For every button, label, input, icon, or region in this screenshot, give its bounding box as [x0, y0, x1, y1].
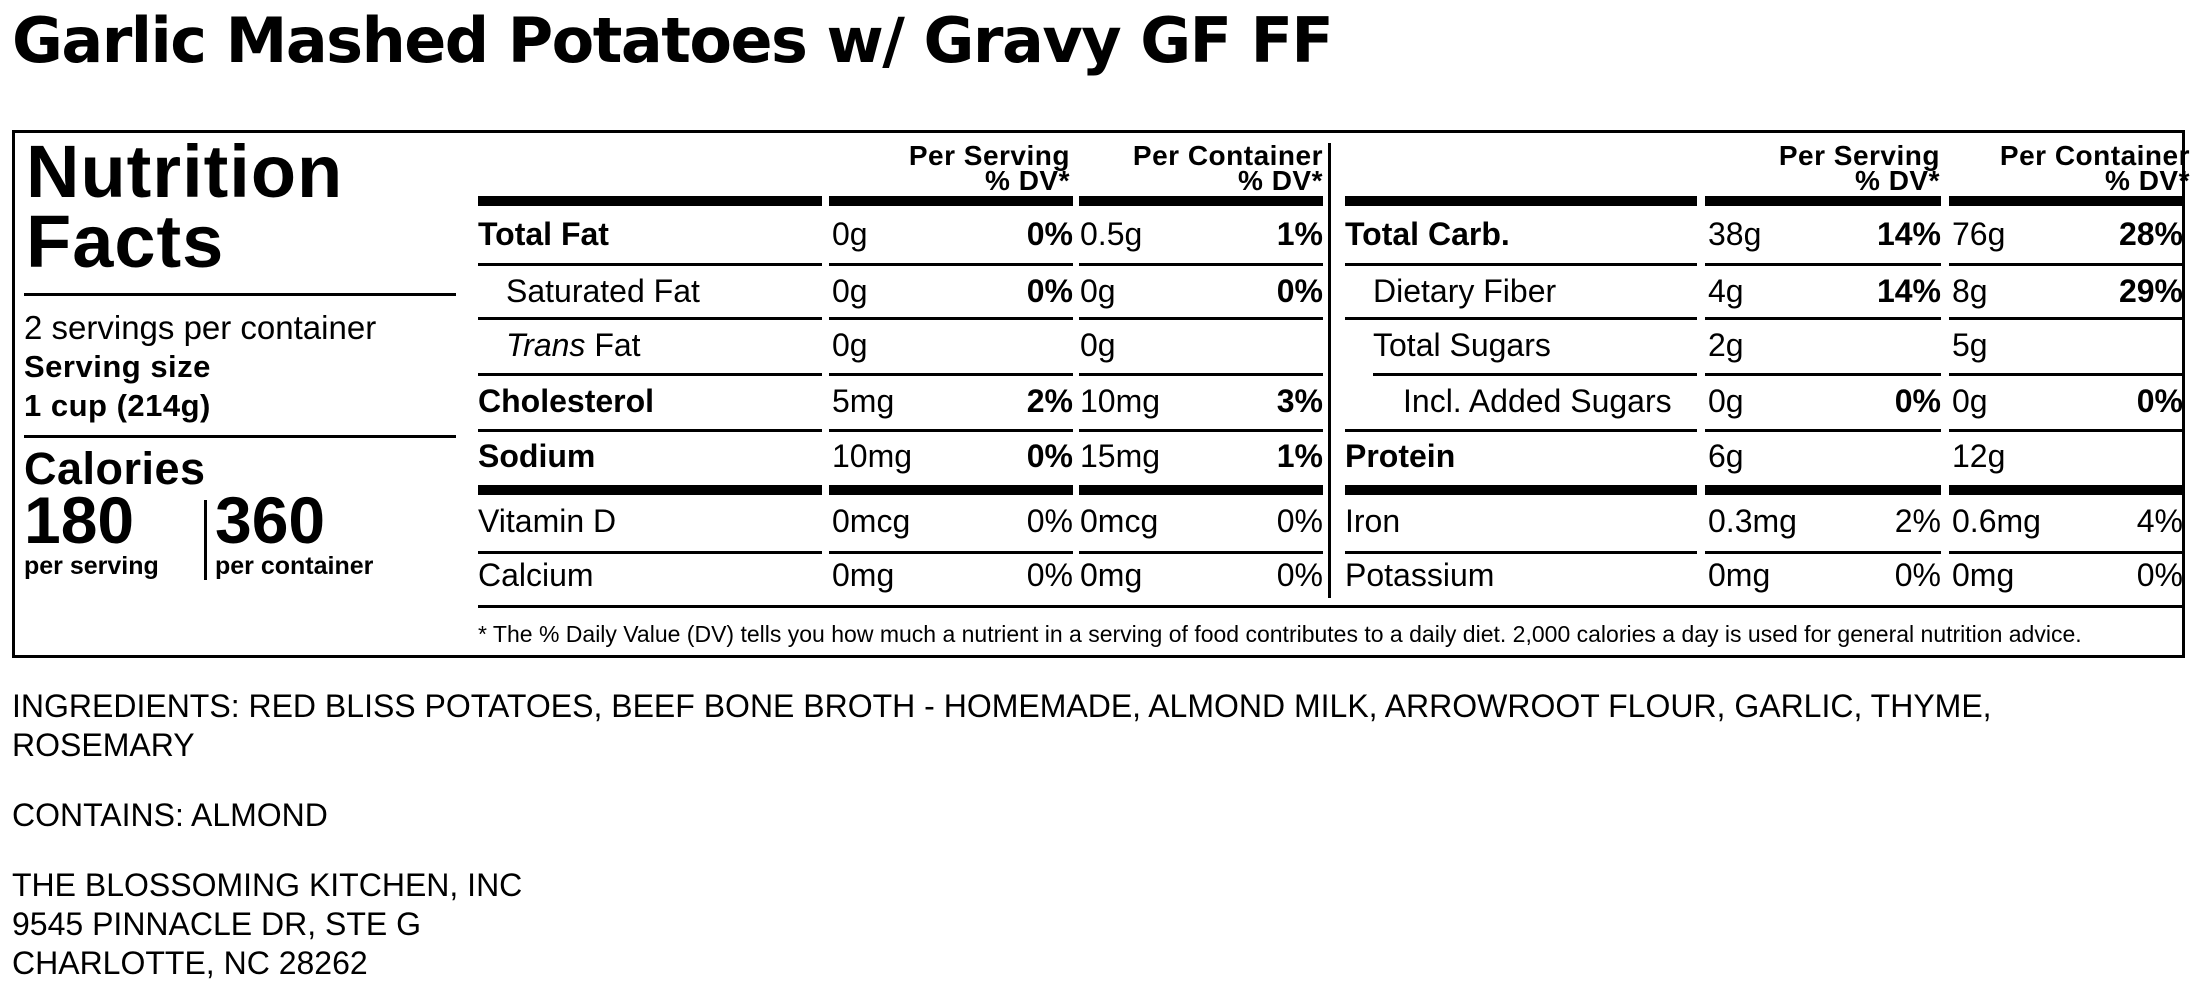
header-label: Per Container: [1132, 140, 1323, 171]
daily-value-footnote: * The % Daily Value (DV) tells you how much a nutrient in a serving of food contributes to a daily diet. 2,000 calories a day is used for general nutrition advice.: [478, 621, 2082, 647]
serving-dv: 0%: [1894, 383, 1941, 419]
row-rule: [1705, 429, 1941, 432]
nutrient-name: Total Sugars: [1373, 327, 1551, 363]
ingredients-line2: ROSEMARY: [12, 727, 195, 763]
calories-label: Calories: [24, 443, 206, 494]
thick-bar: [478, 196, 822, 206]
row-rule: [1949, 263, 2183, 266]
container-dv: 0%: [1276, 557, 1323, 593]
row-rule: [829, 551, 1073, 554]
heading-line2: Facts: [26, 200, 225, 283]
container-amount: 0mg: [1952, 557, 2015, 593]
nutrient-name: Sodium: [478, 438, 596, 474]
container-amount: 12g: [1952, 438, 2006, 474]
serving-dv: 0%: [1026, 557, 1073, 593]
nutrition-facts-panel: [12, 130, 2190, 658]
container-dv: 3%: [1276, 383, 1323, 419]
nutrient-name: Saturated Fat: [506, 273, 700, 309]
serving-amount: 0g: [832, 273, 868, 309]
nutrient-name: Calcium: [478, 557, 594, 593]
nutrient-name-trans-fat: [506, 327, 641, 364]
row-rule: [1949, 429, 2183, 432]
row-rule: [478, 263, 822, 266]
container-amount: 0mg: [1080, 557, 1143, 593]
row-rule: [1079, 373, 1323, 376]
container-amount: 0g: [1080, 327, 1116, 363]
row-rule: [1079, 429, 1323, 432]
container-amount: 0.6mg: [1952, 503, 2041, 539]
trans-italic: Trans: [506, 327, 586, 363]
ingredients-line1: INGREDIENTS: RED BLISS POTATOES, BEEF BONE BROTH - HOMEMADE, ALMOND MILK, ARROWROOT FLOUR, GARLIC, THYME,: [12, 688, 1992, 724]
row-rule: [1345, 317, 1697, 320]
thick-bar: [1079, 485, 1323, 495]
container-dv: 1%: [1276, 438, 1323, 474]
thick-bar: [1705, 485, 1941, 495]
calories-per-serving: 180: [24, 483, 135, 557]
nutrient-name: Incl. Added Sugars: [1403, 383, 1672, 419]
row-rule: [1345, 551, 1697, 554]
container-amount: 5g: [1952, 327, 1988, 363]
nutrient-name: Protein: [1345, 438, 1456, 474]
container-dv: 28%: [2118, 216, 2183, 252]
header-per-serving-right: [1655, 140, 1940, 196]
row-rule: [1705, 263, 1941, 266]
row-rule: [829, 317, 1073, 320]
thick-bar: [829, 196, 1073, 206]
serving-amount: 0g: [832, 216, 868, 252]
serving-amount: 0mcg: [832, 503, 911, 539]
serving-amount: 0.3mg: [1708, 503, 1797, 539]
header-dv: % DV*: [1855, 165, 1940, 196]
serving-dv: 2%: [1026, 383, 1073, 419]
per-container-caption: per container: [215, 552, 374, 580]
serving-dv: 14%: [1876, 216, 1941, 252]
serving-amount: 10mg: [832, 438, 913, 474]
serving-dv: 2%: [1894, 503, 1941, 539]
row-rule: [1345, 429, 1697, 432]
serving-dv: 0%: [1894, 557, 1941, 593]
container-dv: 4%: [2136, 503, 2183, 539]
row-rule: [829, 429, 1073, 432]
fat-suffix: Fat: [585, 327, 641, 363]
serving-amount: 4g: [1708, 273, 1744, 309]
divider: [24, 435, 456, 438]
serving-amount: 0g: [1708, 383, 1744, 419]
row-rule: [478, 551, 822, 554]
thick-bar: [829, 485, 1073, 495]
row-rule: [1373, 373, 1697, 376]
header-per-container-left: [1035, 140, 1323, 196]
serving-amount: 6g: [1708, 438, 1744, 474]
company-name: THE BLOSSOMING KITCHEN, INC: [12, 867, 523, 903]
calories-divider: [204, 500, 207, 580]
nutrient-name: Iron: [1345, 503, 1401, 539]
serving-dv: 14%: [1876, 273, 1941, 309]
row-rule: [1079, 551, 1323, 554]
product-title: Garlic Mashed Potatoes w/ Gravy GF FF: [12, 4, 1333, 77]
thick-bar: [1345, 196, 1697, 206]
nutrient-name: Total Carb.: [1345, 216, 1510, 252]
row-rule: [1079, 317, 1323, 320]
container-dv: 0%: [2136, 383, 2183, 419]
row-rule: [829, 263, 1073, 266]
row-rule: [1705, 373, 1941, 376]
nutrition-facts-heading: [26, 130, 344, 283]
row-rule: [1705, 317, 1941, 320]
container-dv: 29%: [2118, 273, 2183, 309]
company-address-line2: CHARLOTTE, NC 28262: [12, 945, 368, 981]
row-rule: [478, 373, 822, 376]
container-amount: 0mcg: [1080, 503, 1159, 539]
container-amount: 8g: [1952, 273, 1988, 309]
calories-per-container: 360: [215, 483, 326, 557]
thick-bar: [1949, 485, 2183, 495]
serving-dv: 0%: [1026, 216, 1073, 252]
serving-size-value: 1 cup (214g): [24, 388, 211, 423]
company-address-line1: 9545 PINNACLE DR, STE G: [12, 906, 422, 942]
serving-dv: 0%: [1026, 438, 1073, 474]
serving-amount: 5mg: [832, 383, 895, 419]
row-rule: [1079, 263, 1323, 266]
serving-amount: 0mg: [1708, 557, 1771, 593]
container-dv: 1%: [1276, 216, 1323, 252]
per-serving-caption: per serving: [24, 552, 159, 580]
thick-bar: [1079, 196, 1323, 206]
header-dv: % DV*: [1238, 165, 1323, 196]
nutrient-name: Potassium: [1345, 557, 1495, 593]
container-dv: 0%: [1276, 273, 1323, 309]
container-amount: 15mg: [1080, 438, 1161, 474]
thick-bar: [1705, 196, 1941, 206]
header-label: Per Container: [1999, 140, 2190, 171]
nutrient-name: Cholesterol: [478, 383, 655, 419]
container-amount: 0g: [1080, 273, 1116, 309]
serving-size-label: Serving size: [24, 349, 211, 384]
header-dv: % DV*: [985, 165, 1070, 196]
row-rule: [829, 373, 1073, 376]
header-label: Per Serving: [908, 140, 1070, 171]
thick-bar: [478, 485, 822, 495]
row-rule: [1949, 551, 2183, 554]
container-amount: 10mg: [1080, 383, 1161, 419]
serving-amount: 38g: [1708, 216, 1762, 252]
heading-line1: Nutrition: [26, 130, 344, 213]
serving-dv: 0%: [1026, 273, 1073, 309]
header-per-serving-left: [785, 140, 1070, 196]
container-amount: 76g: [1952, 216, 2006, 252]
table-divider: [1328, 143, 1331, 598]
serving-amount: 0mg: [832, 557, 895, 593]
container-dv: 0%: [1276, 503, 1323, 539]
thick-bar: [1949, 196, 2183, 206]
nutrient-name: Total Fat: [478, 216, 609, 252]
container-amount: 0.5g: [1080, 216, 1143, 252]
header-label: Per Serving: [1778, 140, 1940, 171]
serving-dv: 0%: [1026, 503, 1073, 539]
row-rule: [478, 429, 822, 432]
row-rule: [1949, 317, 2183, 320]
thick-bar: [1345, 485, 1697, 495]
row-rule: [1949, 373, 2183, 376]
header-dv: % DV*: [2105, 165, 2190, 196]
footnote-rule: [478, 605, 2183, 608]
container-dv: 0%: [2136, 557, 2183, 593]
nutrient-name: Vitamin D: [478, 503, 617, 539]
header-per-container-right: [1905, 140, 2190, 196]
nutrient-name: Dietary Fiber: [1373, 273, 1557, 309]
container-amount: 0g: [1952, 383, 1988, 419]
row-rule: [1705, 551, 1941, 554]
row-rule: [1345, 263, 1697, 266]
servings-per-container: 2 servings per container: [24, 309, 377, 346]
contains-allergens: CONTAINS: ALMOND: [12, 797, 328, 833]
serving-amount: 2g: [1708, 327, 1744, 363]
divider: [24, 293, 456, 296]
row-rule: [478, 317, 822, 320]
serving-amount: 0g: [832, 327, 868, 363]
